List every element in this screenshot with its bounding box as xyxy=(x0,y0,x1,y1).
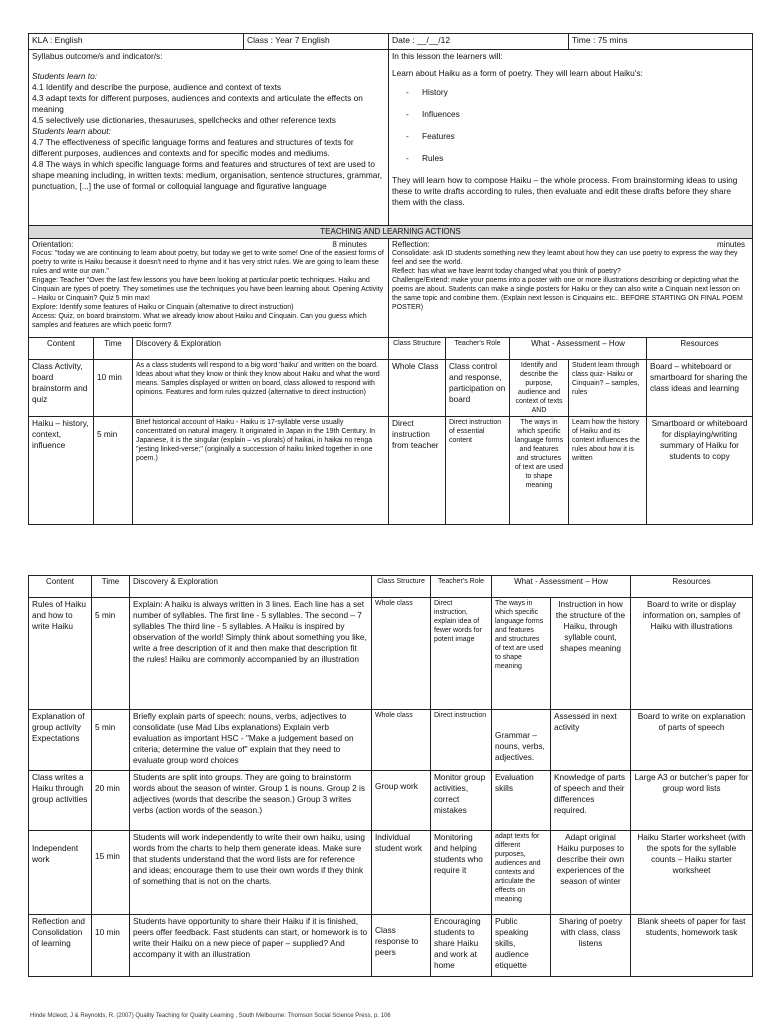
orientation-label: Orientation: xyxy=(32,240,74,249)
reflection-cell xyxy=(389,239,753,338)
reflection-text: Challenge/Extend: make your poems into a poster with one or more illustrations describing or depicting what the poems are about. Students can make a single posters for Haiku or they can also write a Cinquain next lesson on the same topic and combine them. (Explain next lesson is Cinquains etc.. BEFORE STARTING ON FINAL POEM POSTER) xyxy=(392,277,743,311)
row-what: The ways in which specific language forms and features and structures of text are used to shape meaning xyxy=(510,417,569,525)
row-resources: Blank sheets of paper for fast students, homework task xyxy=(631,915,753,977)
row-time: 5 min xyxy=(92,598,130,710)
citation-footer: Hinde Mcleod, J & Reynolds, R. (2007) Quality Teaching for Quality Learning , South Melbourne: Thomson Social Science Press, p. 106 xyxy=(30,1013,391,1019)
col-content: Content xyxy=(29,576,92,598)
row-how: Instruction in how the structure of the Haiku, through syllable count, shapes meaning xyxy=(551,598,631,710)
row-content: Reflection and Consolidation of learning xyxy=(29,915,92,977)
col-time: Time xyxy=(92,576,130,598)
table-row xyxy=(29,771,753,831)
row-discovery: Explain: A haiku is always written in 3 lines. Each line has a set number of syllables. The first line - 5 syllables. The second – 7 syllables The third line - 5 syllables. A Haiku is inspired by observation of the world! Simply think about something you like, write a free description of it and then make that description fit the rules! Haiku are commonly accompanied by an illustration xyxy=(130,598,372,710)
class-cell: Class : Year 7 English xyxy=(244,34,389,50)
orientation-minutes: 8 minutes xyxy=(332,240,367,249)
col-structure: Class Structure xyxy=(389,338,446,360)
row-content: Haiku – history, context, influence xyxy=(29,417,94,525)
lesson-topic-list xyxy=(404,87,749,164)
row-resources: Board to write on explanation of parts of speech xyxy=(631,710,753,771)
date-cell: Date : __/__/12 xyxy=(389,34,569,50)
col-resources: Resources xyxy=(631,576,753,598)
kla-cell: KLA : English xyxy=(29,34,244,50)
row-content: Class Activity, board brainstorm and quiz xyxy=(29,360,94,417)
row-what: Evaluation skills xyxy=(492,771,551,831)
lesson-topic-item: - Rules xyxy=(422,153,749,164)
lesson-outro: They will learn how to compose Haiku – the whole process. From brainstorming ideas to using these to write drafts according to rules, then evaluate and edit these drafts before they share them with the class. xyxy=(392,175,738,207)
lesson-plan-table-continued xyxy=(28,575,753,977)
row-discovery: Students will work independently to write their own haiku, using words from the charts to help them generate ideas. Make sure that students understand that the word lists are for reference and ideas; encourage them to use their own words if they think of something that is not on the charts. xyxy=(130,831,372,915)
col-assessment: What - Assessment – How xyxy=(492,576,631,598)
row-structure: Whole class xyxy=(372,710,431,771)
row-discovery: Students are split into groups. They are going to brainstorm words about the season of winter. Group 1 is nouns. Group 2 is adjectives (words that describe the season.) Group 3 writes verbs (action words of the season.) xyxy=(130,771,372,831)
row-what: Grammar – nouns, verbs, adjectives. xyxy=(492,710,551,771)
row-content: Class writes a Haiku through group activities xyxy=(29,771,92,831)
row-role: Encouraging students to share Haiku and work at home xyxy=(431,915,492,977)
lesson-objectives-cell xyxy=(389,50,753,226)
row-role: Monitor group activities, correct mistakes xyxy=(431,771,492,831)
row-how: Student learn through class quiz- Haiku or Cinquain? – samples, rules xyxy=(569,360,647,417)
lesson-plan-table xyxy=(28,33,753,525)
reflection-label: Reflection: xyxy=(392,240,430,249)
outcomes-cell xyxy=(29,50,389,226)
row-time: 10 min xyxy=(94,360,133,417)
row-resources: Haiku Starter worksheet (with the spots for the syllable counts – Haiku starter worksheet xyxy=(631,831,753,915)
table-row xyxy=(29,915,753,977)
col-time: Time xyxy=(94,338,133,360)
row-resources: Large A3 or butcher's paper for group word lists xyxy=(631,771,753,831)
lesson-heading: In this lesson the learners will: xyxy=(392,51,503,61)
orientation-text: Focus: "today we are continuing to learn about poetry, but today we get to write some! One of the easiest forms of poetry to write is Haiku because it doesn't need to rhyme and it has very strict rules. We are going to learn these rules and write our own." xyxy=(32,250,384,275)
table-row xyxy=(29,831,753,915)
row-how: Learn how the history of Haiku and its context influences the rules about how it is written xyxy=(569,417,647,525)
col-structure: Class Structure xyxy=(372,576,431,598)
row-how: Knowledge of parts of speech and their differences required. xyxy=(551,771,631,831)
row-how: Adapt original Haiku purposes to describe their own experiences of the season of winter xyxy=(551,831,631,915)
row-time: 10 min xyxy=(92,915,130,977)
row-resources: Smartboard or whiteboard for displaying/writing summary of Haiku for students to copy xyxy=(647,417,753,525)
row-structure: Direct instruction from teacher xyxy=(389,417,446,525)
table-row xyxy=(29,598,753,710)
row-structure: Whole class xyxy=(372,598,431,710)
lesson-topic-item: - Influences xyxy=(422,109,749,120)
row-time: 20 min xyxy=(92,771,130,831)
row-content: Rules of Haiku and how to write Haiku xyxy=(29,598,92,710)
time-cell: Time : 75 mins xyxy=(569,34,753,50)
row-content: Explanation of group activity Expectations xyxy=(29,710,92,771)
lesson-topic-item: - History xyxy=(422,87,749,98)
row-how: Sharing of poetry with class, class listens xyxy=(551,915,631,977)
reflection-text: Reflect: has what we have learnt today changed what you think of poetry? xyxy=(392,268,621,275)
col-role: Teacher's Role xyxy=(446,338,510,360)
row-role: Direct instruction of essential content xyxy=(446,417,510,525)
row-what: adapt texts for different purposes, audiences and contexts and articulate the effects on meaning xyxy=(492,831,551,915)
row-resources: Board – whiteboard or smartboard for sharing the class ideas and learning xyxy=(647,360,753,417)
learn-to-heading: Students learn to: xyxy=(32,71,98,81)
row-structure: Group work xyxy=(372,771,431,831)
outcome-item: 4.1 Identify and describe the purpose, audience and context of texts xyxy=(32,82,282,92)
orientation-text: Access: Quiz, on board brainstorm. What we already know about Haiku and Cinquain. Can you guess which samples and features are which poetic form? xyxy=(32,313,367,329)
row-discovery: Students have opportunity to share their Haiku if it is finished, peers offer feedback. Fast students can start, or homework is to write their Haiku on a new piece of paper – supplied? And accompany it with an illustration xyxy=(130,915,372,977)
row-role: Direct instruction xyxy=(431,710,492,771)
row-role: Monitoring and helping students who require it xyxy=(431,831,492,915)
outcome-item: 4.5 selectively use dictionaries, thesauruses, spellchecks and other reference texts xyxy=(32,115,336,125)
table-row xyxy=(29,360,753,417)
orientation-text: Engage: Teacher "Over the last few lessons you have been looking at particular poetic techniques. Haiku and Cinquain are types of poetry. They sometimes use the techniques you have been learning about. Opening Activity – Haiku or Cinquain? Quiz 5 min max! xyxy=(32,277,384,302)
table-row xyxy=(29,710,753,771)
lesson-intro: Learn about Haiku as a form of poetry. They will learn about Haiku's: xyxy=(392,68,643,78)
table-row xyxy=(29,417,753,525)
row-what: Public speaking skills, audience etiquette xyxy=(492,915,551,977)
learn-about-heading: Students learn about: xyxy=(32,126,111,136)
col-discovery: Discovery & Exploration xyxy=(130,576,372,598)
row-resources: Board to write or display information on, samples of Haiku with illustrations xyxy=(631,598,753,710)
outcome-item: 4.8 The ways in which specific language forms and features and structures of text are used to shape meaning including, in written texts: medium, organisation, sentence structures, grammar, punctuation, [...] the use of formal or colloquial language and figurative language xyxy=(32,159,383,191)
col-assessment: What - Assessment – How xyxy=(510,338,647,360)
outcome-item: 4.3 adapt texts for different purposes, audiences and contexts and articulate the effects on meaning xyxy=(32,93,363,114)
reflection-minutes: minutes xyxy=(717,240,746,249)
row-how: Assessed in next activity xyxy=(551,710,631,771)
row-time: 5 min xyxy=(92,710,130,771)
row-discovery: As a class students will respond to a big word 'haiku' and written on the board. Ideas about what they know or think they know about Haiku and what the word means. Samples displayed or written on board, class allowed to respond with opinions. Features and form rules quizzed (alternative to direct instruction) xyxy=(133,360,389,417)
row-what: Identify and describe the purpose, audience and context of texts AND xyxy=(510,360,569,417)
col-resources: Resources xyxy=(647,338,753,360)
row-role: Direct instruction, explain idea of fewer words for potent image xyxy=(431,598,492,710)
row-discovery: Brief historical account of Haiku - Haiku is 17-syllable verse usually concentrated on natural imagery. It originated in Japan in the 19th Century. In Japanese, it is the singular (explain – vs plurals) of haikai, in haikai no renga "jesting linked-verse;" (originally a succession of haiku linked together in one poem.) xyxy=(133,417,389,525)
orientation-text: Explore: Identify some features of Haiku or Cinquain (alternative to direct instruction) xyxy=(32,304,294,311)
row-discovery: Briefly explain parts of speech: nouns, verbs, adjectives to consolidate (use Mad Libs explanations) Explain verb evaluation as important HSC - "Make a judgement based on criteria; determine the value of" explain that they need to evaluate group word choices xyxy=(130,710,372,771)
row-structure: Class response to peers xyxy=(372,915,431,977)
row-content: Independent work xyxy=(29,831,92,915)
orientation-cell xyxy=(29,239,389,338)
col-role: Teacher's Role xyxy=(431,576,492,598)
tla-heading: TEACHING AND LEARNING ACTIONS xyxy=(29,226,753,239)
row-role: Class control and response, participation on board xyxy=(446,360,510,417)
row-what: The ways in which specific language forms and features and structures of text are used to shape meaning xyxy=(492,598,551,710)
row-time: 5 min xyxy=(94,417,133,525)
col-discovery: Discovery & Exploration xyxy=(133,338,389,360)
reflection-text: Consolidate: ask ID students something new they learnt about how they can use poetry to express the way they feel and see the world. xyxy=(392,250,738,266)
outcome-item: 4.7 The effectiveness of specific language forms and features and structures of texts for different purposes, audiences and contexts and for specific modes and mediums. xyxy=(32,137,354,158)
row-structure: Individual student work xyxy=(372,831,431,915)
row-time: 15 min xyxy=(92,831,130,915)
lesson-topic-item: - Features xyxy=(422,131,749,142)
outcomes-heading: Syllabus outcome/s and indicator/s: xyxy=(32,51,163,61)
row-structure: Whole Class xyxy=(389,360,446,417)
col-content: Content xyxy=(29,338,94,360)
